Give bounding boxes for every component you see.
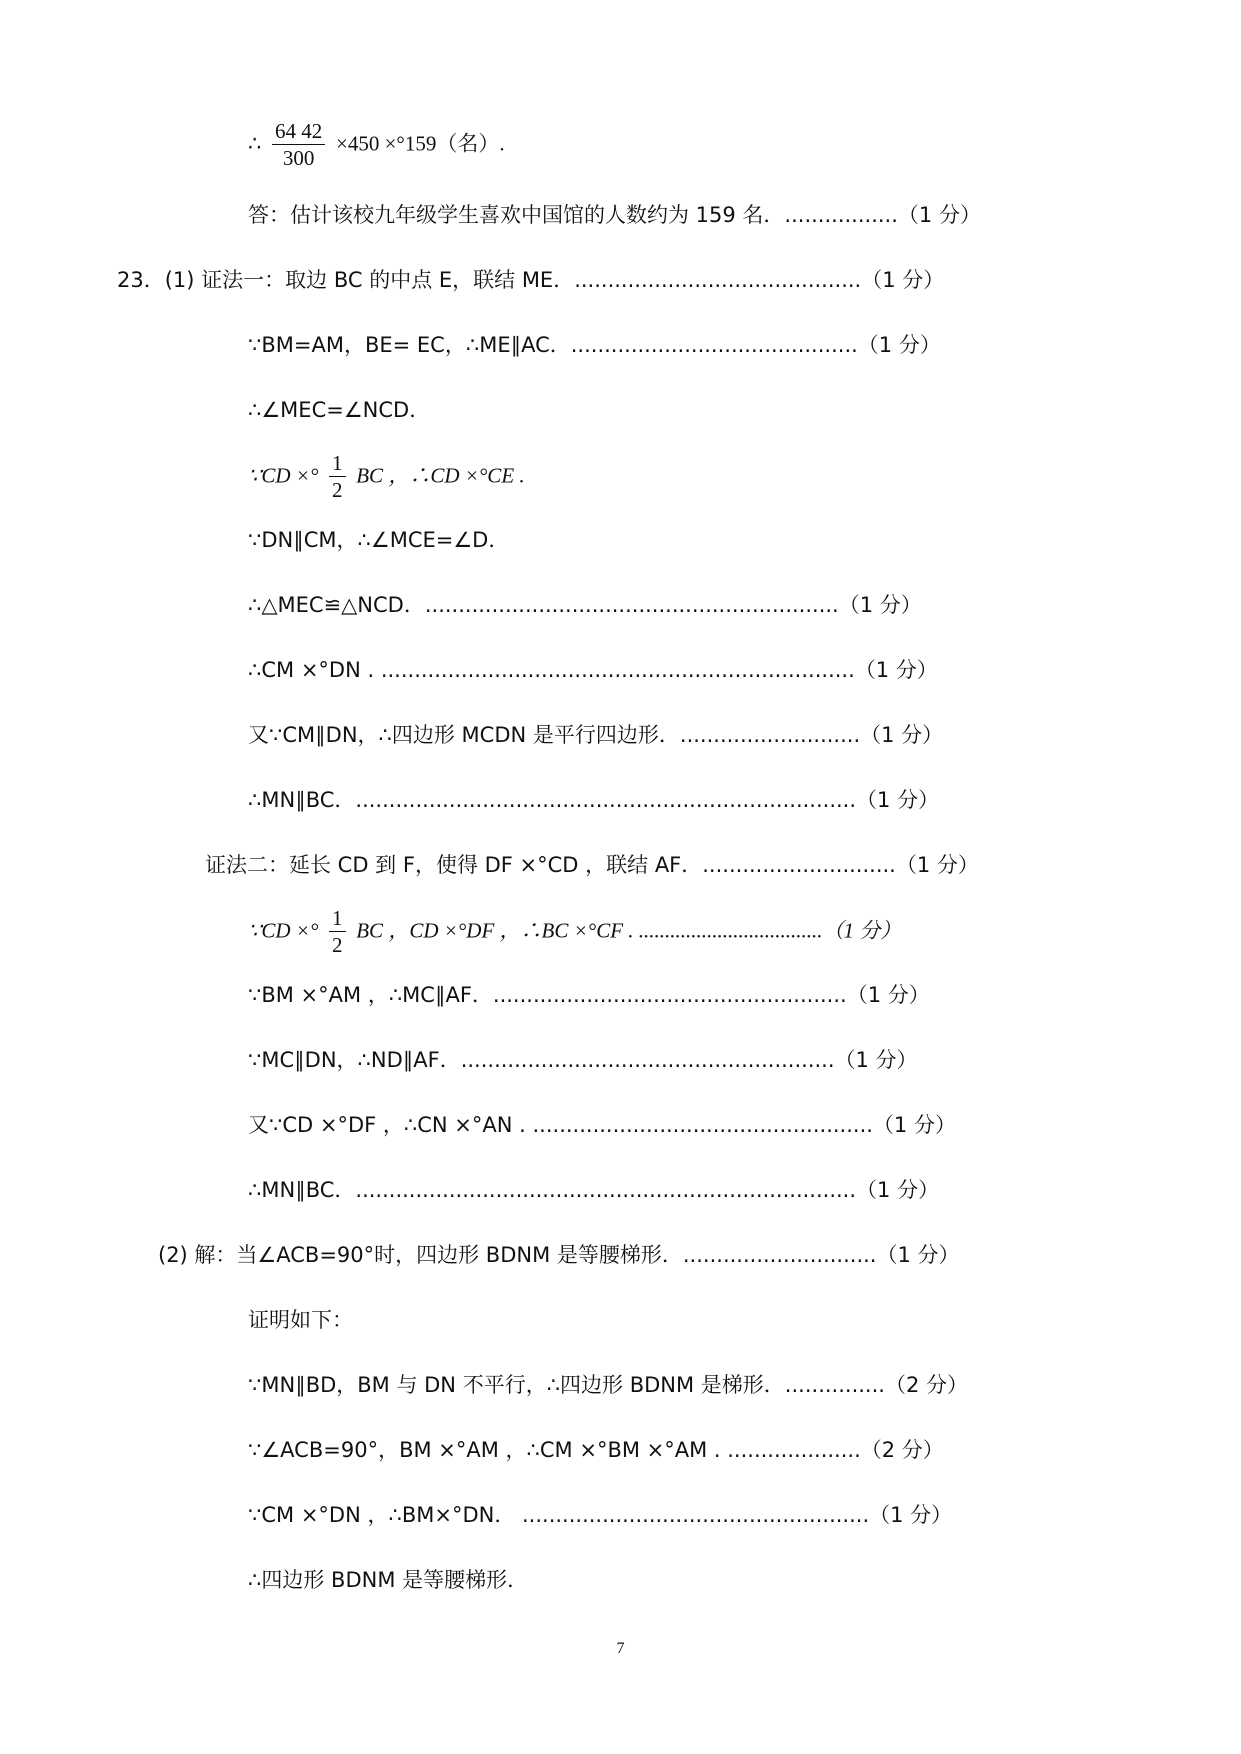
text-line: ∵DN∥CM，∴∠MCE=∠D．: [248, 528, 510, 552]
text-line: ∴MN∥BC．...........................................................................（1 分）: [248, 1178, 940, 1202]
text-line-part2: (2) 解：当∠ACB=90°时，四边形 BDNM 是等腰梯形．.............................（1 分）: [158, 1243, 960, 1267]
text-line: ∵∠ACB=90°，BM ×°AM ，∴CM ×°BM ×°AM . ....................（2 分）: [248, 1438, 944, 1462]
fraction-half: [329, 905, 346, 958]
math-suffix: BC ，CD ×°DF ，∴BC ×°CF . ...................................（1 分）: [356, 918, 902, 943]
text-line-q23-proof1: 23．(1) 证法一：取边 BC 的中点 E，联结 ME．...........................................（1 分）: [117, 268, 945, 292]
fraction: [272, 118, 325, 171]
text-line: ∵MC∥DN，∴ND∥AF．........................................................（1 分）: [248, 1048, 918, 1072]
math-prefix: ∵CD ×°: [248, 918, 319, 943]
text-line-proof2: 证法二：延长 CD 到 F，使得 DF ×°CD ，联结 AF．.............................（1 分）: [205, 853, 979, 877]
fraction-numerator: 1: [329, 450, 346, 477]
fraction-numerator: 64 42: [272, 118, 325, 145]
calc-result: ×450 ×°159（名）.: [335, 131, 505, 156]
text-line: ∵MN∥BD，BM 与 DN 不平行，∴四边形 BDNM 是梯形．...............（2 分）: [248, 1373, 968, 1397]
math-suffix: BC ，∴CD ×°CE .: [356, 463, 525, 488]
fraction-denominator: 300: [282, 146, 315, 170]
text-line: 证明如下：: [248, 1308, 353, 1332]
text-line: ∴CM ×°DN . .......................................................................（1 分）: [248, 658, 938, 682]
text-line-half-bc: [248, 450, 525, 503]
text-line: ∵BM ×°AM ，∴MC∥AF．.....................................................（1 分）: [248, 983, 930, 1007]
fraction-denominator: 2: [332, 478, 343, 502]
text-line: ∴四边形 BDNM 是等腰梯形．: [248, 1568, 529, 1592]
text-line: ∴△MEC≌△NCD．..............................................................（1 分）: [248, 593, 922, 617]
math-prefix: ∵CD ×°: [248, 463, 319, 488]
text-line: ∴MN∥BC．...........................................................................（1 分）: [248, 788, 940, 812]
fraction-numerator: 1: [329, 905, 346, 932]
therefore-symbol: ∴: [248, 131, 269, 156]
fraction-denominator: 2: [332, 933, 343, 957]
page-number: 7: [616, 1640, 625, 1657]
text-line: ∵BM=AM，BE= EC，∴ME∥AC．...........................................（1 分）: [248, 333, 941, 357]
text-line-answer: 答：估计该校九年级学生喜欢中国馆的人数约为 159 名．.................（1 分）: [248, 203, 981, 227]
text-line: ∴∠MEC=∠NCD．: [248, 398, 431, 422]
text-line: ∵CM ×°DN ，∴BM×°DN． ....................................................（1 分）: [248, 1503, 953, 1527]
fraction-half: [329, 450, 346, 503]
text-line: 又∵CM∥DN，∴四边形 MCDN 是平行四边形．...........................（1 分）: [248, 723, 944, 747]
text-line-half-bc-2: [248, 905, 901, 958]
text-line-answer-calc: [248, 118, 505, 171]
text-line: 又∵CD ×°DF ，∴CN ×°AN . ...................................................（1 分）: [248, 1113, 956, 1137]
